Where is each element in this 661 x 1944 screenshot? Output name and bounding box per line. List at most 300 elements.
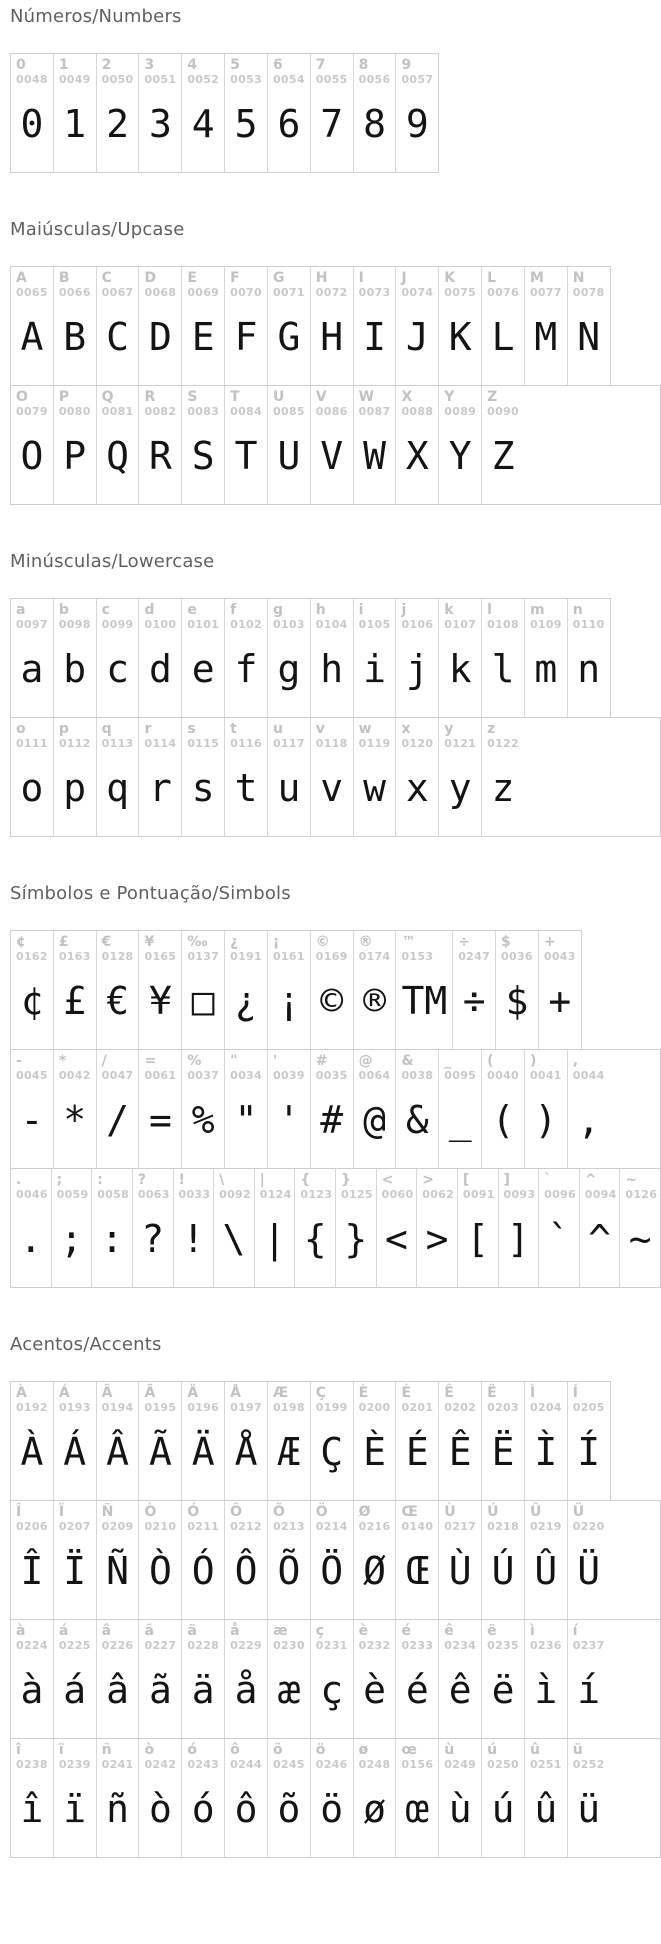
character-glyph: r <box>148 766 172 810</box>
character-code: 0108 <box>487 618 519 631</box>
character-code: 0041 <box>529 1069 562 1082</box>
character-code: 0212 <box>230 1520 262 1533</box>
character-code: 0201 <box>401 1401 434 1414</box>
character-code: 0235 <box>487 1639 519 1652</box>
character-cell <box>481 1501 524 1619</box>
character-glyph: @ <box>363 1098 386 1142</box>
character-glyph: ú <box>491 1787 515 1831</box>
character-code: 0214 <box>315 1520 348 1533</box>
character-label: m <box>529 602 545 618</box>
character-row <box>10 717 661 837</box>
character-cell <box>438 267 481 385</box>
character-glyph: j <box>405 647 429 691</box>
character-code: 0231 <box>315 1639 348 1652</box>
character-code: 0054 <box>272 73 305 86</box>
character-code: 0225 <box>58 1639 91 1652</box>
character-label: Û <box>529 1504 542 1520</box>
character-code: 0039 <box>272 1069 305 1082</box>
character-cell <box>524 1050 567 1168</box>
character-cell <box>96 267 139 385</box>
character-glyph: © <box>320 979 344 1023</box>
character-label: = <box>144 1053 157 1069</box>
character-row <box>10 930 582 1050</box>
character-code: 0194 <box>101 1401 134 1414</box>
character-label: E <box>187 270 197 286</box>
character-code: 0093 <box>503 1188 536 1201</box>
character-label: Ù <box>444 1504 456 1520</box>
character-cell <box>213 1169 254 1287</box>
character-code: 0114 <box>144 737 177 750</box>
character-row <box>10 1619 661 1739</box>
character-label: ^ <box>584 1172 597 1188</box>
character-label: s <box>187 721 196 737</box>
character-cell <box>224 931 267 1049</box>
character-label: ò <box>144 1742 155 1758</box>
character-code: 0126 <box>625 1188 658 1201</box>
character-label: A <box>16 270 27 286</box>
character-glyph: ÷ <box>462 979 486 1023</box>
character-glyph: Ê <box>448 1430 472 1474</box>
character-row <box>10 1500 661 1620</box>
character-glyph: [ <box>466 1217 490 1261</box>
character-code: 0169 <box>315 950 348 963</box>
character-glyph: w <box>363 766 386 810</box>
sections-container <box>10 6 661 1858</box>
character-label: œ <box>401 1742 417 1758</box>
character-code: 0100 <box>144 618 177 631</box>
character-cell <box>96 1739 139 1857</box>
character-code: 0098 <box>58 618 91 631</box>
character-code: 0210 <box>144 1520 177 1533</box>
character-label: p <box>58 721 69 737</box>
character-code: 0059 <box>56 1188 89 1201</box>
character-code: 0040 <box>487 1069 519 1082</box>
character-cell <box>11 599 53 717</box>
character-code: 0112 <box>58 737 91 750</box>
character-cell <box>395 1050 438 1168</box>
character-label: € <box>101 934 112 950</box>
character-code: 0236 <box>529 1639 562 1652</box>
character-cell <box>53 1382 96 1500</box>
character-code: 0037 <box>187 1069 220 1082</box>
character-glyph: Z <box>491 434 515 478</box>
character-label: È <box>358 1385 369 1401</box>
character-code: 0120 <box>401 737 434 750</box>
character-code: 0092 <box>219 1188 251 1201</box>
character-glyph: â <box>106 1668 130 1712</box>
character-code: 0230 <box>272 1639 305 1652</box>
character-glyph: A <box>20 315 44 359</box>
character-label: ÷ <box>458 934 470 950</box>
character-label: V <box>315 389 327 405</box>
character-label: - <box>16 1053 22 1069</box>
character-cell <box>395 1501 438 1619</box>
character-cell <box>524 1501 567 1619</box>
character-label: Æ <box>272 1385 289 1401</box>
character-glyph: ? <box>141 1217 165 1261</box>
character-cell <box>181 1382 224 1500</box>
character-cell <box>173 1169 214 1287</box>
character-label: ã <box>144 1623 154 1639</box>
character-cell <box>91 1169 132 1287</box>
character-cell <box>310 1739 353 1857</box>
character-code: 0076 <box>487 286 519 299</box>
character-code: 0216 <box>358 1520 391 1533</box>
character-glyph: ã <box>148 1668 172 1712</box>
section-title: Números/Numbers <box>10 6 182 27</box>
character-label: â <box>101 1623 112 1639</box>
character-cell <box>481 267 524 385</box>
character-code: 0107 <box>444 618 477 631</box>
character-cell <box>267 599 310 717</box>
character-code: 0121 <box>444 737 477 750</box>
character-glyph: O <box>20 434 44 478</box>
character-row <box>10 1738 661 1858</box>
character-code: 0161 <box>272 950 305 963</box>
character-glyph: d <box>148 647 172 691</box>
character-label: Ú <box>487 1504 499 1520</box>
character-glyph: 7 <box>320 102 344 146</box>
character-label: ? <box>137 1172 146 1188</box>
character-code: 0220 <box>572 1520 605 1533</box>
character-glyph: Õ <box>277 1549 301 1593</box>
section <box>10 219 661 505</box>
character-cell <box>138 386 181 504</box>
character-cell <box>267 1501 310 1619</box>
character-label: j <box>401 602 407 618</box>
character-label: ï <box>58 1742 64 1758</box>
character-glyph: 9 <box>405 102 429 146</box>
character-label: \ <box>219 1172 225 1188</box>
character-cell <box>495 931 538 1049</box>
character-code: 0125 <box>341 1188 373 1201</box>
character-code: 0095 <box>444 1069 477 1082</box>
character-cell <box>11 1739 53 1857</box>
character-cell <box>138 1501 181 1619</box>
character-label: Ø <box>358 1504 371 1520</box>
character-label: Y <box>444 389 455 405</box>
character-cell <box>457 1169 498 1287</box>
character-label: x <box>401 721 411 737</box>
character-cell <box>438 1050 481 1168</box>
character-cell <box>53 54 96 172</box>
character-cell <box>11 54 53 172</box>
character-glyph: C <box>106 315 130 359</box>
character-label: Î <box>16 1504 22 1520</box>
character-cell <box>181 1501 224 1619</box>
character-glyph: " <box>234 1098 258 1142</box>
character-label: v <box>315 721 325 737</box>
character-glyph: N <box>577 315 601 359</box>
character-label: @ <box>358 1053 373 1069</box>
character-label: ' <box>272 1053 278 1069</box>
character-label: Q <box>101 389 114 405</box>
character-row <box>10 266 611 386</box>
character-code: 0046 <box>16 1188 48 1201</box>
character-glyph: Â <box>106 1430 130 1474</box>
character-glyph: D <box>148 315 172 359</box>
character-cell <box>310 718 353 836</box>
character-glyph: x <box>405 766 429 810</box>
character-label: å <box>230 1623 240 1639</box>
character-cell <box>395 54 438 172</box>
character-code: 0085 <box>272 405 305 418</box>
character-label: M <box>529 270 544 286</box>
character-cell <box>96 599 139 717</box>
character-cell <box>538 931 581 1049</box>
character-glyph: t <box>234 766 258 810</box>
character-label: n <box>572 602 583 618</box>
character-code: 0105 <box>358 618 391 631</box>
character-glyph: Ô <box>234 1549 258 1593</box>
character-code: 0110 <box>572 618 605 631</box>
character-glyph: - <box>20 1098 44 1142</box>
character-code: 0113 <box>101 737 134 750</box>
character-cell <box>224 1620 267 1738</box>
character-glyph: : <box>100 1217 124 1261</box>
character-glyph: Î <box>20 1549 44 1593</box>
character-cell <box>438 1739 481 1857</box>
character-glyph: ò <box>148 1787 172 1831</box>
character-label: : <box>97 1172 103 1188</box>
section-title: Acentos/Accents <box>10 1334 162 1355</box>
character-code: 0061 <box>144 1069 177 1082</box>
character-cell <box>310 599 353 717</box>
character-label: Õ <box>272 1504 285 1520</box>
character-cell <box>310 54 353 172</box>
character-label: % <box>187 1053 202 1069</box>
character-code: 0043 <box>543 950 576 963</box>
character-code: 0205 <box>572 1401 605 1414</box>
character-label: t <box>230 721 237 737</box>
character-label: N <box>572 270 585 286</box>
character-cell <box>438 1620 481 1738</box>
character-code: 0206 <box>16 1520 48 1533</box>
character-cell <box>395 718 438 836</box>
character-glyph: ì <box>534 1668 558 1712</box>
character-cell <box>53 1501 96 1619</box>
character-glyph: í <box>577 1668 601 1712</box>
character-glyph: 3 <box>148 102 172 146</box>
character-cell <box>353 1620 396 1738</box>
character-glyph: b <box>63 647 87 691</box>
character-code: 0079 <box>16 405 48 418</box>
character-glyph: _ <box>448 1098 472 1142</box>
character-glyph: Å <box>234 1430 258 1474</box>
character-cell <box>310 1382 353 1500</box>
character-cell <box>224 1501 267 1619</box>
character-code: 0203 <box>487 1401 519 1414</box>
character-glyph: Í <box>577 1430 601 1474</box>
character-code: 0049 <box>58 73 91 86</box>
character-glyph: 6 <box>277 102 301 146</box>
character-code: 0104 <box>315 618 348 631</box>
character-cell <box>567 1050 610 1168</box>
character-glyph: Ú <box>491 1549 515 1593</box>
character-cell <box>619 1169 660 1287</box>
character-glyph: É <box>405 1430 429 1474</box>
character-label: í <box>572 1623 578 1639</box>
character-label: O <box>16 389 28 405</box>
character-glyph: ¡ <box>277 979 301 1023</box>
character-glyph: z <box>491 766 515 810</box>
character-code: 0247 <box>458 950 491 963</box>
character-code: 0245 <box>272 1758 305 1771</box>
character-glyph: / <box>106 1098 130 1142</box>
character-code: 0069 <box>187 286 220 299</box>
character-code: 0165 <box>144 950 177 963</box>
character-label: < <box>381 1172 394 1188</box>
character-cell <box>567 1382 610 1500</box>
character-glyph: Ò <box>148 1549 172 1593</box>
character-code: 0241 <box>101 1758 134 1771</box>
character-cell <box>138 1620 181 1738</box>
character-code: 0137 <box>187 950 220 963</box>
character-cell <box>481 718 524 836</box>
character-cell <box>138 1382 181 1500</box>
character-glyph: À <box>20 1430 44 1474</box>
character-code: 0048 <box>16 73 48 86</box>
character-code: 0051 <box>144 73 177 86</box>
character-code: 0035 <box>315 1069 348 1082</box>
character-cell <box>254 1169 295 1287</box>
character-row <box>10 598 611 718</box>
character-code: 0101 <box>187 618 220 631</box>
character-label: / <box>101 1053 107 1069</box>
character-cell <box>310 931 353 1049</box>
character-code: 0204 <box>529 1401 562 1414</box>
character-label: _ <box>444 1053 452 1069</box>
character-label: T <box>230 389 240 405</box>
character-label: > <box>422 1172 434 1188</box>
character-code: 0238 <box>16 1758 48 1771</box>
character-label: Ö <box>315 1504 328 1520</box>
character-code: 0244 <box>230 1758 262 1771</box>
character-label: Z <box>487 389 498 405</box>
character-glyph: I <box>363 315 386 359</box>
section <box>10 6 661 173</box>
character-code: 0042 <box>58 1069 91 1082</box>
character-cell <box>376 1169 417 1287</box>
character-code: 0062 <box>422 1188 455 1201</box>
character-cell <box>11 931 53 1049</box>
character-glyph: ; <box>59 1217 83 1261</box>
character-glyph: G <box>277 315 301 359</box>
character-code: 0239 <box>58 1758 91 1771</box>
character-code: 0233 <box>401 1639 434 1652</box>
character-cell <box>335 1169 376 1287</box>
character-cell <box>481 1050 524 1168</box>
character-glyph: õ <box>277 1787 301 1831</box>
character-code: 0122 <box>487 737 519 750</box>
character-cell <box>353 1050 396 1168</box>
character-cell <box>11 718 53 836</box>
character-code: 0224 <box>16 1639 48 1652</box>
character-glyph: ) <box>534 1098 558 1142</box>
character-cell <box>438 599 481 717</box>
character-code: 0196 <box>187 1401 220 1414</box>
character-label: J <box>401 270 407 286</box>
character-cell <box>53 931 96 1049</box>
character-label: 1 <box>58 57 69 73</box>
character-cell <box>310 267 353 385</box>
character-glyph: ó <box>191 1787 215 1831</box>
character-glyph: \ <box>222 1217 246 1261</box>
character-label: L <box>487 270 497 286</box>
character-label: ç <box>315 1623 325 1639</box>
character-code: 0193 <box>58 1401 91 1414</box>
character-cell <box>224 599 267 717</box>
character-code: 0047 <box>101 1069 134 1082</box>
character-cell <box>181 599 224 717</box>
character-code: 0057 <box>401 73 434 86</box>
character-glyph: □ <box>191 979 215 1023</box>
character-code: 0209 <box>101 1520 134 1533</box>
character-label: ™ <box>401 934 416 950</box>
character-label: Ô <box>230 1504 243 1520</box>
character-glyph: E <box>191 315 215 359</box>
character-label: ) <box>529 1053 537 1069</box>
character-glyph: s <box>191 766 215 810</box>
character-code: 0232 <box>358 1639 391 1652</box>
character-label: ] <box>503 1172 510 1188</box>
character-code: 0140 <box>401 1520 434 1533</box>
character-glyph: L <box>491 315 515 359</box>
character-label: & <box>401 1053 414 1069</box>
character-code: 0106 <box>401 618 434 631</box>
character-cell <box>353 931 396 1049</box>
character-glyph: & <box>405 1098 429 1142</box>
character-glyph: T <box>234 434 258 478</box>
character-code: 0118 <box>315 737 348 750</box>
character-glyph: æ <box>277 1668 301 1712</box>
character-glyph: û <box>534 1787 558 1831</box>
character-glyph: Ì <box>534 1430 558 1474</box>
character-code: 0228 <box>187 1639 220 1652</box>
character-cell <box>567 1501 610 1619</box>
character-row <box>10 385 661 505</box>
character-label: û <box>529 1742 540 1758</box>
character-code: 0058 <box>97 1188 130 1201</box>
character-glyph: î <box>20 1787 44 1831</box>
character-glyph: J <box>405 315 429 359</box>
character-label: | <box>259 1172 265 1188</box>
character-code: 0237 <box>572 1639 605 1652</box>
character-label: Ä <box>187 1385 199 1401</box>
character-label: ® <box>358 934 373 950</box>
character-label: 0 <box>16 57 26 73</box>
character-cell <box>395 1620 438 1738</box>
character-label: o <box>16 721 26 737</box>
character-glyph: W <box>363 434 386 478</box>
character-glyph: = <box>148 1098 172 1142</box>
character-label: r <box>144 721 152 737</box>
character-glyph: B <box>63 315 87 359</box>
character-cell <box>181 1620 224 1738</box>
character-glyph: ( <box>491 1098 515 1142</box>
character-cell <box>438 718 481 836</box>
character-label: Â <box>101 1385 113 1401</box>
character-cell <box>11 1501 53 1619</box>
character-cell <box>267 386 310 504</box>
character-label: R <box>144 389 156 405</box>
character-glyph: Ó <box>191 1549 215 1593</box>
character-glyph: Y <box>448 434 472 478</box>
character-glyph: ~ <box>628 1217 652 1261</box>
character-cell <box>353 599 396 717</box>
character-label: ø <box>358 1742 369 1758</box>
character-cell <box>310 1050 353 1168</box>
